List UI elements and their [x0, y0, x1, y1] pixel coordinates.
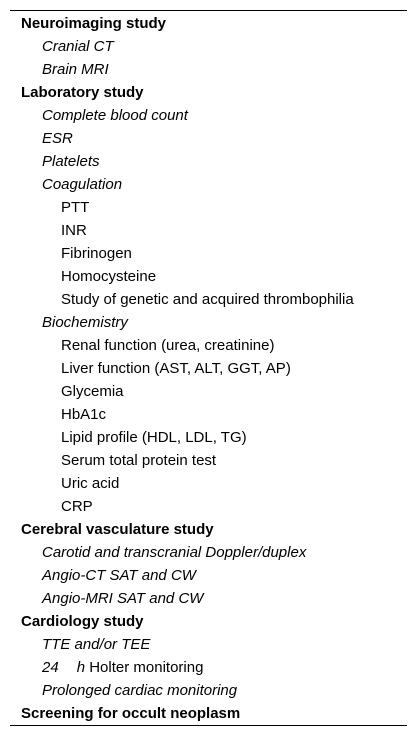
holter-duration-number: 24 — [42, 659, 59, 676]
list-subitem: Uric acid — [61, 475, 120, 492]
list-item: TTE and/or TEE — [42, 636, 151, 653]
list-subitem: Liver function (AST, ALT, GGT, AP) — [61, 360, 291, 377]
section-heading: Cardiology study — [21, 613, 144, 630]
section-heading: Laboratory study — [21, 84, 144, 101]
list-item: Angio-CT SAT and CW — [42, 567, 196, 584]
diagnostic-workup-table — [10, 10, 407, 726]
list-subitem: Glycemia — [61, 383, 124, 400]
list-item: Cranial CT — [42, 38, 114, 55]
section-heading: Cerebral vasculature study — [21, 521, 214, 538]
list-item: ESR — [42, 130, 73, 147]
list-subitem: Fibrinogen — [61, 245, 132, 262]
section-heading: Screening for occult neoplasm — [21, 705, 241, 722]
list-item: Biochemistry — [42, 314, 128, 331]
list-subitem: INR — [61, 222, 87, 239]
list-subitem: Homocysteine — [61, 268, 157, 285]
list-item: Platelets — [42, 153, 100, 170]
list-subitem: Study of genetic and acquired thrombophilia — [61, 291, 354, 308]
list-item: Angio-MRI SAT and CW — [42, 590, 204, 607]
list-item: Coagulation — [42, 176, 123, 193]
list-subitem: CRP — [61, 498, 93, 515]
holter-duration-unit: h — [76, 659, 86, 676]
list-subitem: Serum total protein test — [61, 452, 217, 469]
list-item: Carotid and transcranial Doppler/duplex — [42, 544, 307, 561]
list-subitem: Renal function (urea, creatinine) — [61, 337, 275, 354]
holter-monitoring-label: Holter monitoring — [89, 659, 204, 676]
section-heading: Neuroimaging study — [21, 15, 167, 32]
list-subitem: HbA1c — [61, 406, 107, 423]
list-item: Prolonged cardiac monitoring — [42, 682, 238, 699]
list-item-holter — [10, 656, 407, 679]
list-item: Brain MRI — [42, 61, 109, 78]
list-item: Complete blood count — [42, 107, 188, 124]
list-subitem: PTT — [61, 199, 90, 216]
list-subitem: Lipid profile (HDL, LDL, TG) — [61, 429, 247, 446]
